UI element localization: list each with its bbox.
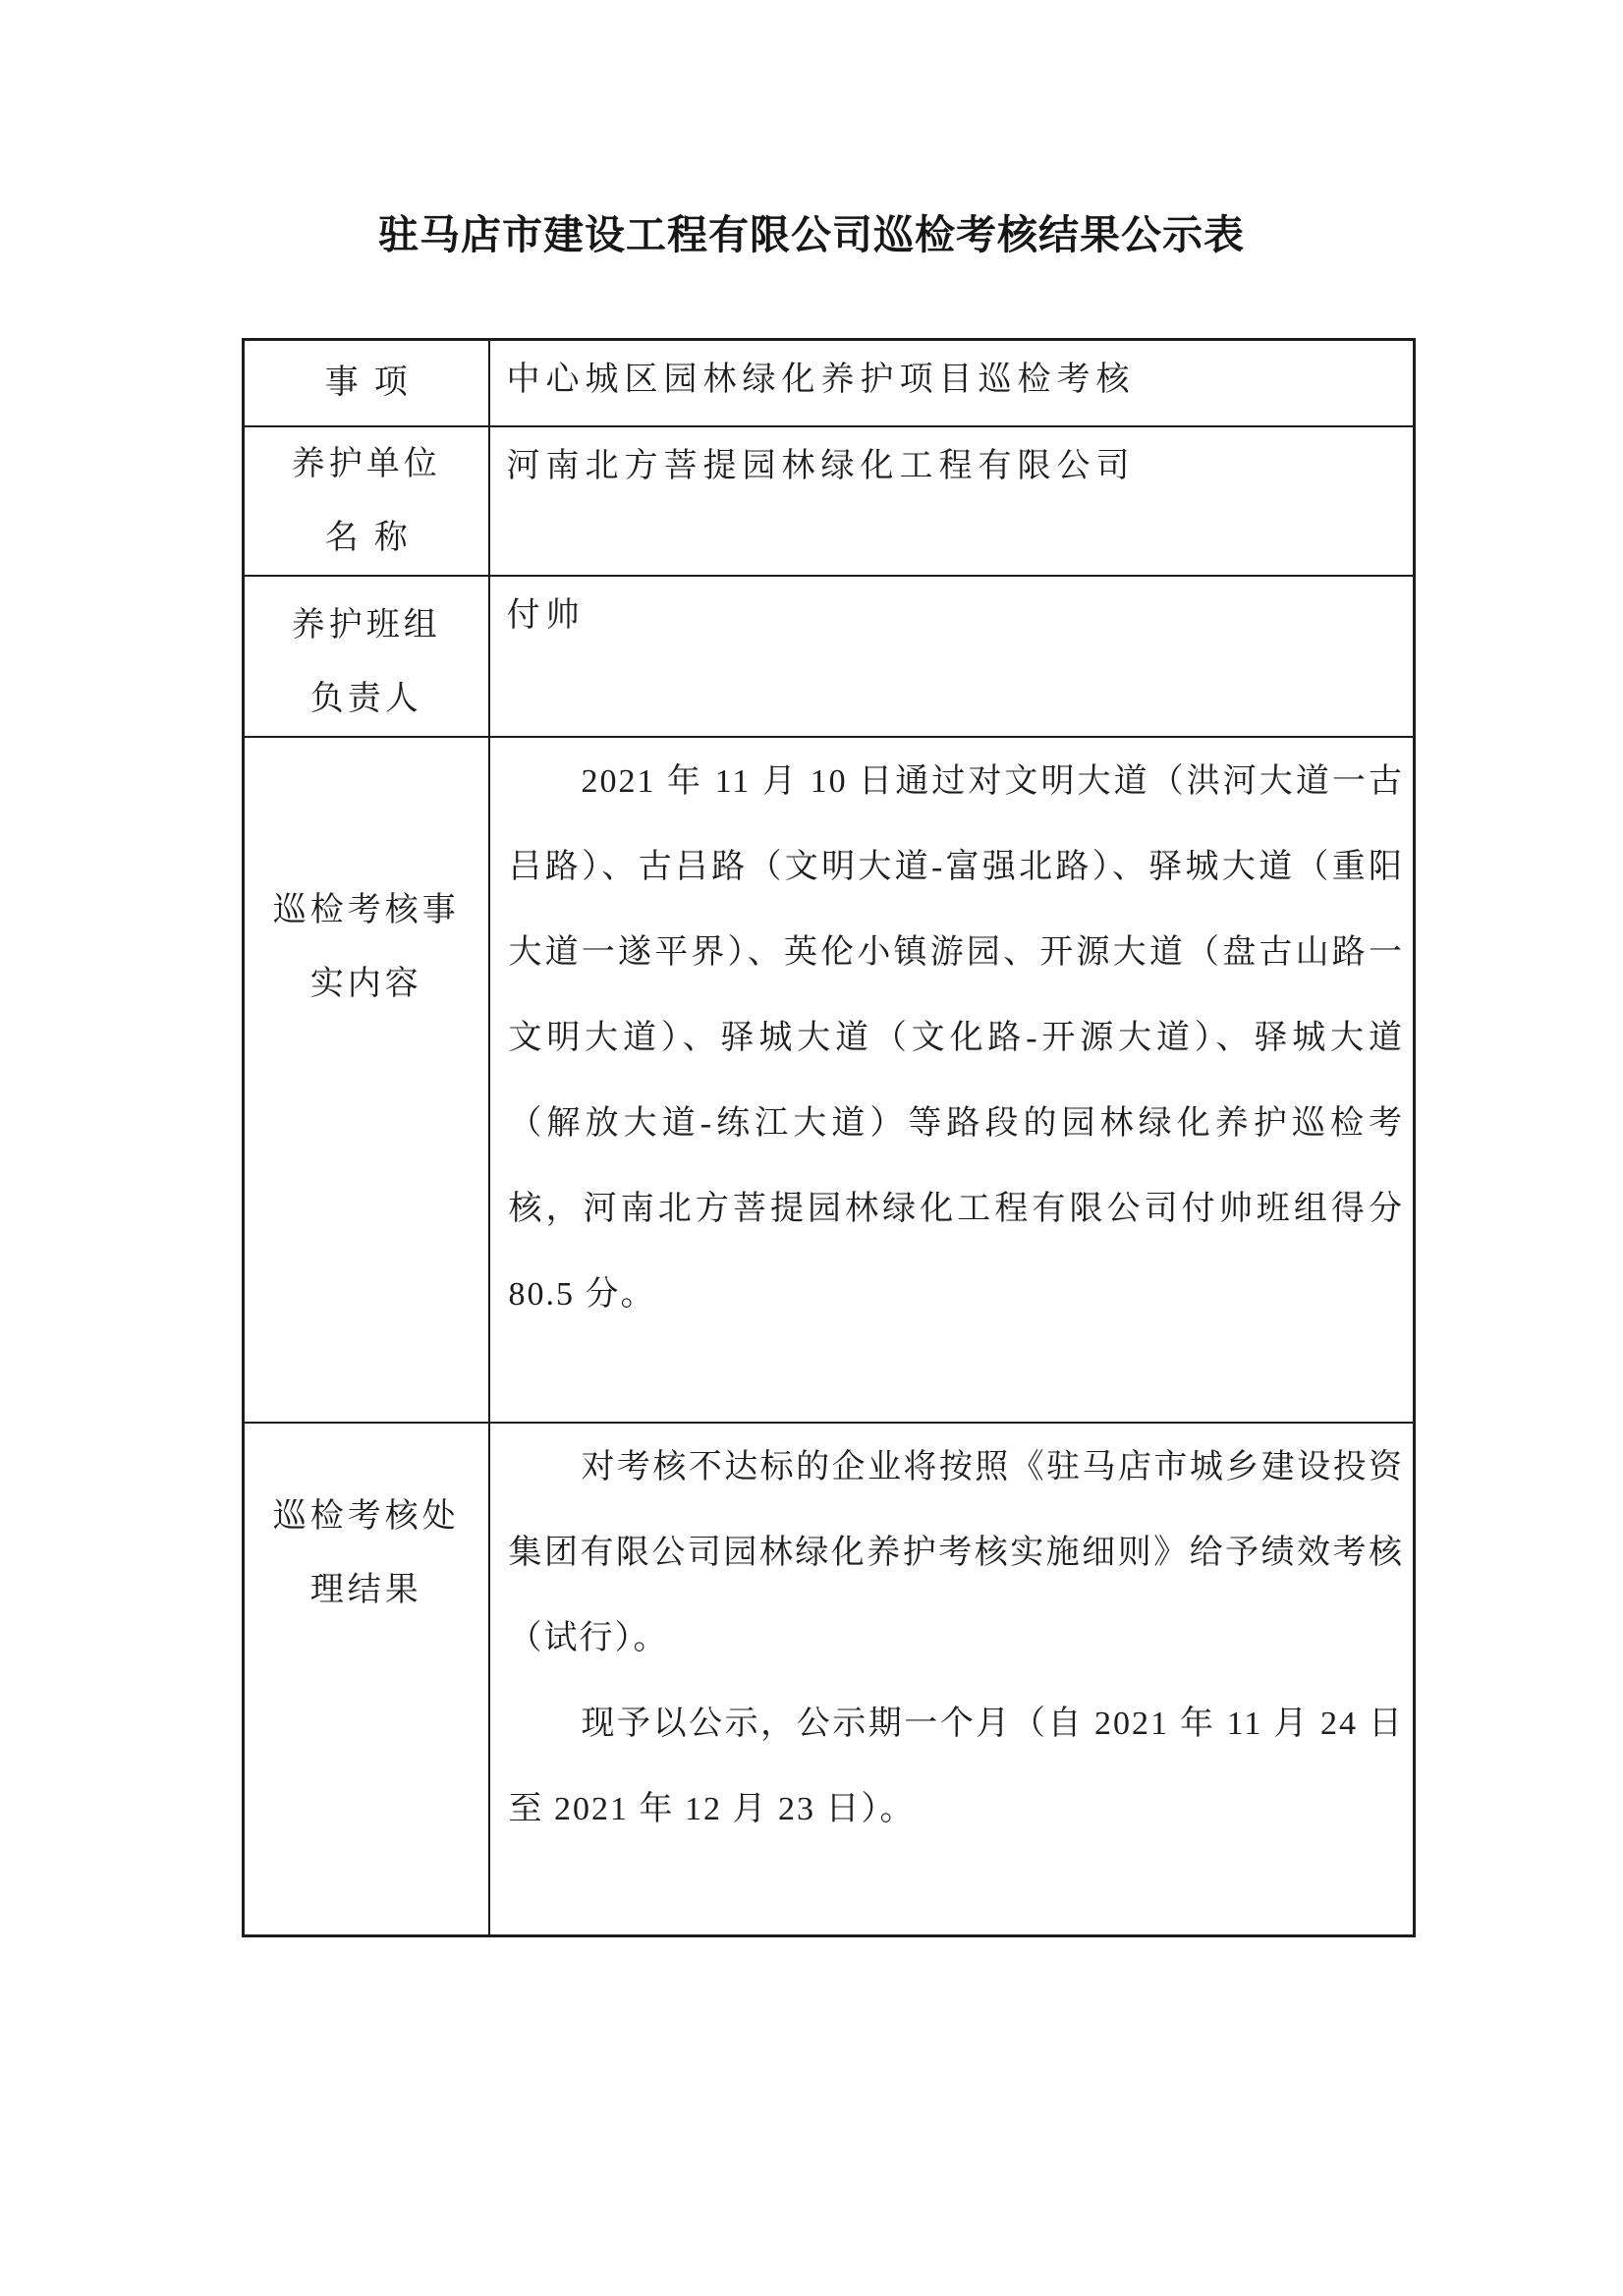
paragraph: 对考核不达标的企业将按照《驻马店市城乡建设投资集团有限公司园林绿化养护考核实施细则》给予绩效考核（试行）。 <box>508 1448 1404 1656</box>
content-cell-unit-name: 河南北方菩提园林绿化工程有限公司 <box>489 426 1415 576</box>
label-cell-team-leader <box>244 576 489 737</box>
notice-table <box>242 338 1416 1937</box>
paragraph: 现予以公示，公示期一个月（自 2021 年 11 月 24 日至 2021 年 12 月 23 日）。 <box>508 1705 1404 1827</box>
label-cell-inspection-facts <box>244 737 489 1423</box>
label-text: 巡检考核处 <box>272 1497 460 1535</box>
content-cell-handling-result <box>489 1423 1415 1936</box>
content-cell-inspection-facts <box>489 737 1415 1423</box>
content-cell-team-leader: 付帅 <box>489 576 1415 737</box>
label-text: 巡检考核事 <box>272 891 460 928</box>
paragraph: 2021 年 11 月 10 日通过对文明大道（洪河大道一古吕路）、古吕路（文明大道-富强北路）、驿城大道（重阳大道一遂平界）、英伦小镇游园、开源大道（盘古山路一文明大道）、驿城大道（文化路-开源大道）、驿城大道（解放大道-练江大道）等路段的园林绿化养护巡检考核，河南北方菩提园林绿化工程有限公司付帅班组得分 80.5 分。 <box>508 762 1404 1313</box>
label-text: 负责人 <box>309 680 422 717</box>
label-cell-unit-name <box>244 426 489 576</box>
label-text: 理结果 <box>309 1571 422 1608</box>
table-row-item <box>244 340 1415 426</box>
content-cell-item: 中心城区园林绿化养护项目巡检考核 <box>489 340 1415 426</box>
label-text: 养护单位 <box>291 445 441 482</box>
table-row-handling-result <box>244 1423 1415 1936</box>
label-cell-item <box>244 340 489 426</box>
table-row-team-leader <box>244 576 1415 737</box>
label-cell-handling-result <box>244 1423 489 1936</box>
label-text: 名称 <box>324 519 423 556</box>
label-text: 事项 <box>324 364 423 402</box>
document-title: 驻马店市建设工程有限公司巡检考核结果公示表 <box>378 212 1245 257</box>
label-text: 实内容 <box>309 965 422 1002</box>
label-text: 养护班组 <box>291 606 441 644</box>
table-row-unit-name <box>244 426 1415 576</box>
table-row-inspection-facts <box>244 737 1415 1423</box>
